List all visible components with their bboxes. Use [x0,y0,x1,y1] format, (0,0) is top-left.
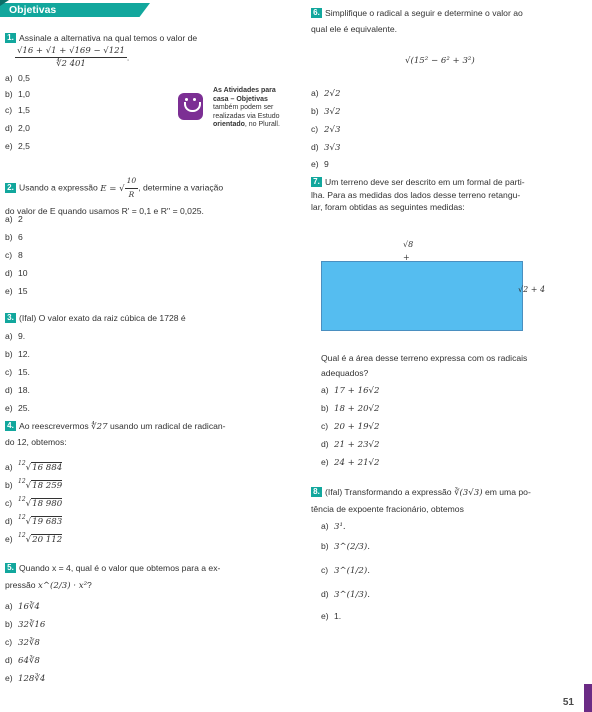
option-d[interactable]: d) $^{12}$√19 683 [5,514,63,527]
option-d[interactable]: d) 10 [5,268,28,278]
question-text-cont: do 12, obtemos: [5,436,67,447]
section-title: Objetivas [9,4,57,16]
question-number: 6. [311,8,322,18]
option-c[interactable]: c) 2√3 [311,124,341,135]
option-a[interactable]: a) 2 [5,214,23,224]
question-text: Usando a expressão [19,182,98,193]
option-e[interactable]: e) 9 [311,159,329,169]
question-5: 5. Quando x = 4, qual é o valor que obtemos para a ex- pressão x^(2/3) · x²? [5,563,221,591]
question-8: 8. (Ifal) Transformando a expressão ∛(3√3) em uma po- tência de expoente fracionário, obtemos [311,487,531,514]
question-number: 7. [311,177,322,187]
expression-e: E = √ $\frac{10}{R}$ [100,176,137,199]
option-d[interactable]: d) 18. [5,385,30,395]
option-a[interactable]: a) $^{12}$√16 884 [5,460,63,473]
question-text: Simplifique o radical a seguir e determine o valor ao [325,8,523,18]
question-text: Um terreno deve ser descrito em um formal de parti- [325,177,525,187]
question-number: 2. [5,183,16,193]
question-text-cont: do valor de E quando usamos R' = 0,1 e R'' = 0,025. [5,206,204,216]
question-text: Assinale a alternativa na qual temos o valor de [19,33,198,43]
option-e[interactable]: e) 128∛4 [5,673,46,684]
option-e[interactable]: e) 25. [5,403,30,413]
option-d[interactable]: d) 2,0 [5,123,30,133]
top-side-label: √8 + [403,240,414,262]
question-7: 7. Um terreno deve ser descrito em um formal de parti- lha. Para as medidas dos lados desse terreno retangu- lar, foram obtidas as seguintes medidas: [311,177,525,212]
option-a[interactable]: a) 16∛4 [5,601,40,612]
question-3 [5,312,295,325]
option-d[interactable]: d) 64∛8 [5,655,40,666]
radical-expression: √(15² − 6² + 3²) [405,56,475,66]
question-2: 2. Usando a expressão E = √ $\frac{10}{R}$ , determine a variação do valor de E quando usamos R' = 0,1 e R'' = 0,025. [5,175,295,218]
option-a[interactable]: a) 17 + 16√2 [321,385,380,396]
option-c[interactable]: c) 15. [5,367,30,377]
question-text: Quando x = 4, qual é o valor que obtemos para a ex- [19,563,221,573]
page-corner-accent [584,684,592,712]
question-text: Ao reescrevermos [19,421,89,431]
option-b[interactable]: b) 3^(2/3). [321,541,370,552]
info-text: As Atividades para casa – Objetivas também podem ser realizadas via Estudo orientado, no Plurall. [213,87,280,129]
question-text-cont: qual ele é equivalente. [311,23,398,34]
question-number: 8. [311,487,322,497]
question-number: 3. [5,313,16,323]
option-e[interactable]: e) 2,5 [5,141,30,151]
option-b[interactable]: b) 1,0 [5,89,30,99]
option-c[interactable]: c) 20 + 19√2 [321,421,380,432]
right-side-label: √2 + 4 [518,285,546,294]
option-b[interactable]: b) 3√2 [311,106,341,117]
question-number: 1. [5,33,16,43]
smiley-icon [178,93,203,120]
info-box [178,87,318,153]
option-c[interactable]: c) 1,5 [5,105,30,115]
fraction-expression: $\frac{√16 + √1 + √169 - √121}{∜2 401}$ . [17,45,130,69]
question-text: (Ifal) Transformando a expressão [325,487,452,497]
option-d[interactable]: d) 3^(1/3). [321,589,370,600]
page-number: 51 [562,697,574,708]
question-4: 4. Ao reescrevermos ∜27 usando um radical de radican- do 12, obtemos: [5,420,295,448]
option-c[interactable]: c) 32∛8 [5,637,40,648]
radical-expression: ∜27 [91,422,108,432]
option-e[interactable]: e) $^{12}$√20 112 [5,532,63,545]
option-c[interactable]: c) 3^(1/2). [321,565,370,576]
fraction-denominator: ∜2 401 [56,59,86,69]
option-a[interactable]: a) 3¹. [321,521,346,532]
radical-expression: ∛(3√3) [453,488,483,498]
question-number: 5. [5,563,16,573]
option-c[interactable]: c) 8 [5,250,23,260]
option-b[interactable]: b) 32∛16 [5,619,46,630]
option-e[interactable]: e) 15 [5,286,28,296]
option-b[interactable]: b) 6 [5,232,23,242]
question-number: 4. [5,421,16,431]
question-6 [311,7,586,35]
option-b[interactable]: b) 18 + 20√2 [321,403,380,414]
question-1 [5,32,290,71]
option-d[interactable]: d) 3√3 [311,142,341,153]
question-7-ask: Qual é a área desse terreno expressa com os radicais adequados? [321,353,528,378]
option-a[interactable]: a) 0,5 [5,73,30,83]
tab-fold [0,0,9,6]
terrain-rectangle [321,261,523,331]
question-text: (Ifal) O valor exato da raiz cúbica de 1728 é [19,313,186,323]
option-c[interactable]: c) $^{12}$√18 980 [5,496,63,509]
option-e[interactable]: e) 24 + 21√2 [321,457,380,468]
fraction-numerator: √16 + √1 + √169 − √121 [15,45,127,59]
option-a[interactable]: a) 9. [5,331,26,341]
option-d[interactable]: d) 21 + 23√2 [321,439,380,450]
option-b[interactable]: b) 12. [5,349,30,359]
option-b[interactable]: b) $^{12}$√18 259 [5,478,63,491]
option-e[interactable]: e) 1. [321,611,342,621]
option-a[interactable]: a) 2√2 [311,88,341,99]
power-expression: x^(2/3) · x² [37,580,88,591]
